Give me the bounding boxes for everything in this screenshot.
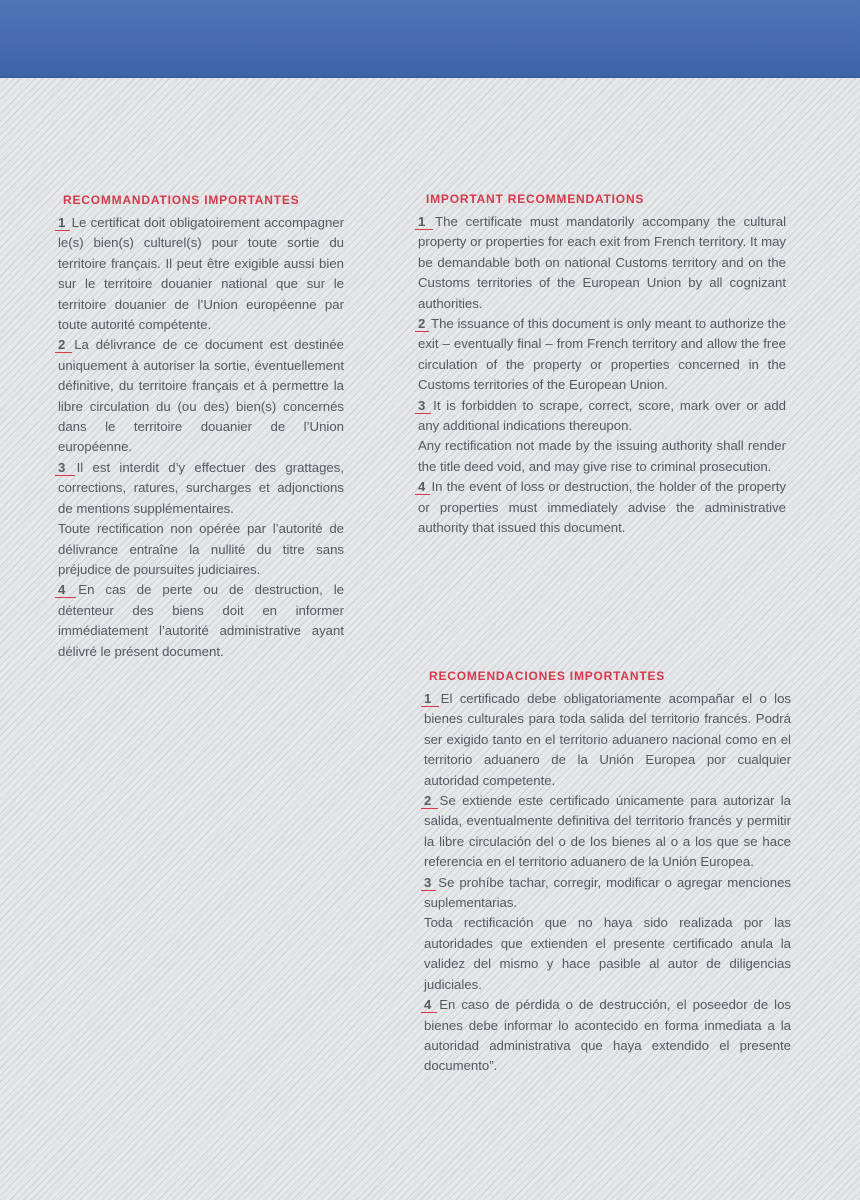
- item-number: 2: [55, 337, 72, 353]
- english-section-title: IMPORTANT RECOMMENDATIONS: [426, 192, 645, 206]
- english-recommendations-section: [418, 192, 786, 539]
- spanish-paragraph-1: [424, 689, 791, 791]
- paragraph-text: Il est interdit d’y effectuer des grattages, corrections, ratures, surcharges et adjonctions de mentions supplémentaires.: [58, 459, 344, 516]
- paragraph-text: The certificate must mandatorily accompany the cultural property or properties for each exit from French territory. It may be demandable both on national Customs territory and on the Customs territories of the European Union by all cognizant authorities.: [418, 214, 787, 311]
- spanish-paragraph-3-continued: [424, 913, 791, 995]
- paragraph-text: La délivrance de ce document est destinée uniquement à autoriser la sortie, éventuellement définitive, du territoire français et à permettre la libre circulation du (ou des) bien(s) concernés dans le territoire douanier de l’Union européenne.: [58, 337, 344, 455]
- paragraph-text: Toute rectification non opérée par l’autorité de délivrance entraîne la nullité du titre sans préjudice de poursuites judiciaires.: [58, 521, 344, 577]
- item-number: 1: [421, 691, 439, 707]
- english-paragraph-4: [418, 477, 786, 538]
- spanish-paragraph-2: [424, 791, 791, 873]
- item-number: 3: [55, 460, 75, 476]
- item-number: 4: [421, 997, 437, 1013]
- paragraph-text: Se prohíbe tachar, corregir, modificar o agregar menciones suplementarias.: [424, 874, 791, 911]
- paragraph-text: Toda rectificación que no haya sido realizada por las autoridades que extienden el presente certificado anula la validez del mismo y hace pasible al autor de diligencias judiciales.: [424, 915, 791, 992]
- paragraph-text: En caso de pérdida o de destrucción, el poseedor de los bienes debe informar lo acontecido en forma inmediata a la autoridad administrativa que haya extendido el presente documento”.: [424, 997, 791, 1074]
- french-paragraph-2: [58, 335, 344, 457]
- paragraph-text: In the event of loss or destruction, the holder of the property or properties must immediately advise the administrative authority that issued this document.: [418, 479, 786, 536]
- item-number: 3: [421, 875, 436, 891]
- french-paragraph-4: [58, 580, 344, 662]
- spanish-paragraph-4: [424, 995, 791, 1077]
- french-paragraph-1: [58, 213, 344, 335]
- english-paragraph-3: [418, 396, 786, 437]
- french-recommendations-section: [58, 193, 344, 662]
- item-number: 3: [415, 398, 431, 414]
- item-number: 4: [415, 479, 430, 495]
- spanish-paragraph-3: [424, 873, 791, 914]
- item-number: 4: [55, 582, 76, 598]
- paragraph-text: En cas de perte ou de destruction, le détenteur des biens doit en informer immédiatement l’autorité administrative ayant délivré le présent document.: [58, 582, 344, 659]
- french-paragraph-3-continued: [58, 519, 344, 580]
- top-blue-band: [0, 0, 860, 78]
- paragraph-text: It is forbidden to scrape, correct, score, mark over or add any additional indications thereupon.: [418, 397, 786, 434]
- item-number: 1: [55, 215, 70, 231]
- spanish-recommendations-section: [424, 669, 791, 1077]
- english-paragraph-1: [418, 212, 786, 314]
- paragraph-text: Le certificat doit obligatoirement accompagner le(s) bien(s) culturel(s) pour toute sortie du territoire français. Il peut être exigible aussi bien sur le territoire douanier national que sur le territoire douanier de l’Union européenne par toute autorité compétente.: [58, 215, 345, 333]
- english-paragraph-3-continued: [418, 436, 786, 477]
- item-number: 1: [415, 214, 433, 230]
- paragraph-text: Any rectification not made by the issuing authority shall render the title deed void, and may give rise to criminal prosecution.: [418, 438, 786, 474]
- french-paragraph-3: [58, 458, 344, 519]
- paragraph-text: The issuance of this document is only meant to authorize the exit – eventually final – from French territory and allow the free circulation of the property or properties concerned in the Customs territories of the European Union.: [418, 316, 787, 393]
- item-number: 2: [421, 793, 438, 809]
- item-number: 2: [415, 316, 429, 332]
- french-section-title: RECOMMANDATIONS IMPORTANTES: [63, 193, 300, 207]
- spanish-section-title: RECOMENDACIONES IMPORTANTES: [429, 669, 666, 683]
- paragraph-text: El certificado debe obligatoriamente acompañar el o los bienes culturales para toda salida del territorio francés. Podrá ser exigido tanto en el territorio aduanero nacional como en el territorio aduanero de la Unión Europea por cualquier autoridad competente.: [424, 691, 791, 788]
- english-paragraph-2: [418, 314, 786, 396]
- paragraph-text: Se extiende este certificado únicamente para autorizar la salida, eventualmente definitiva del territorio francés y permitir la libre circulación del o de los bienes al o a los que se hace referencia en el territorio aduanero de la Unión Europea.: [424, 793, 792, 870]
